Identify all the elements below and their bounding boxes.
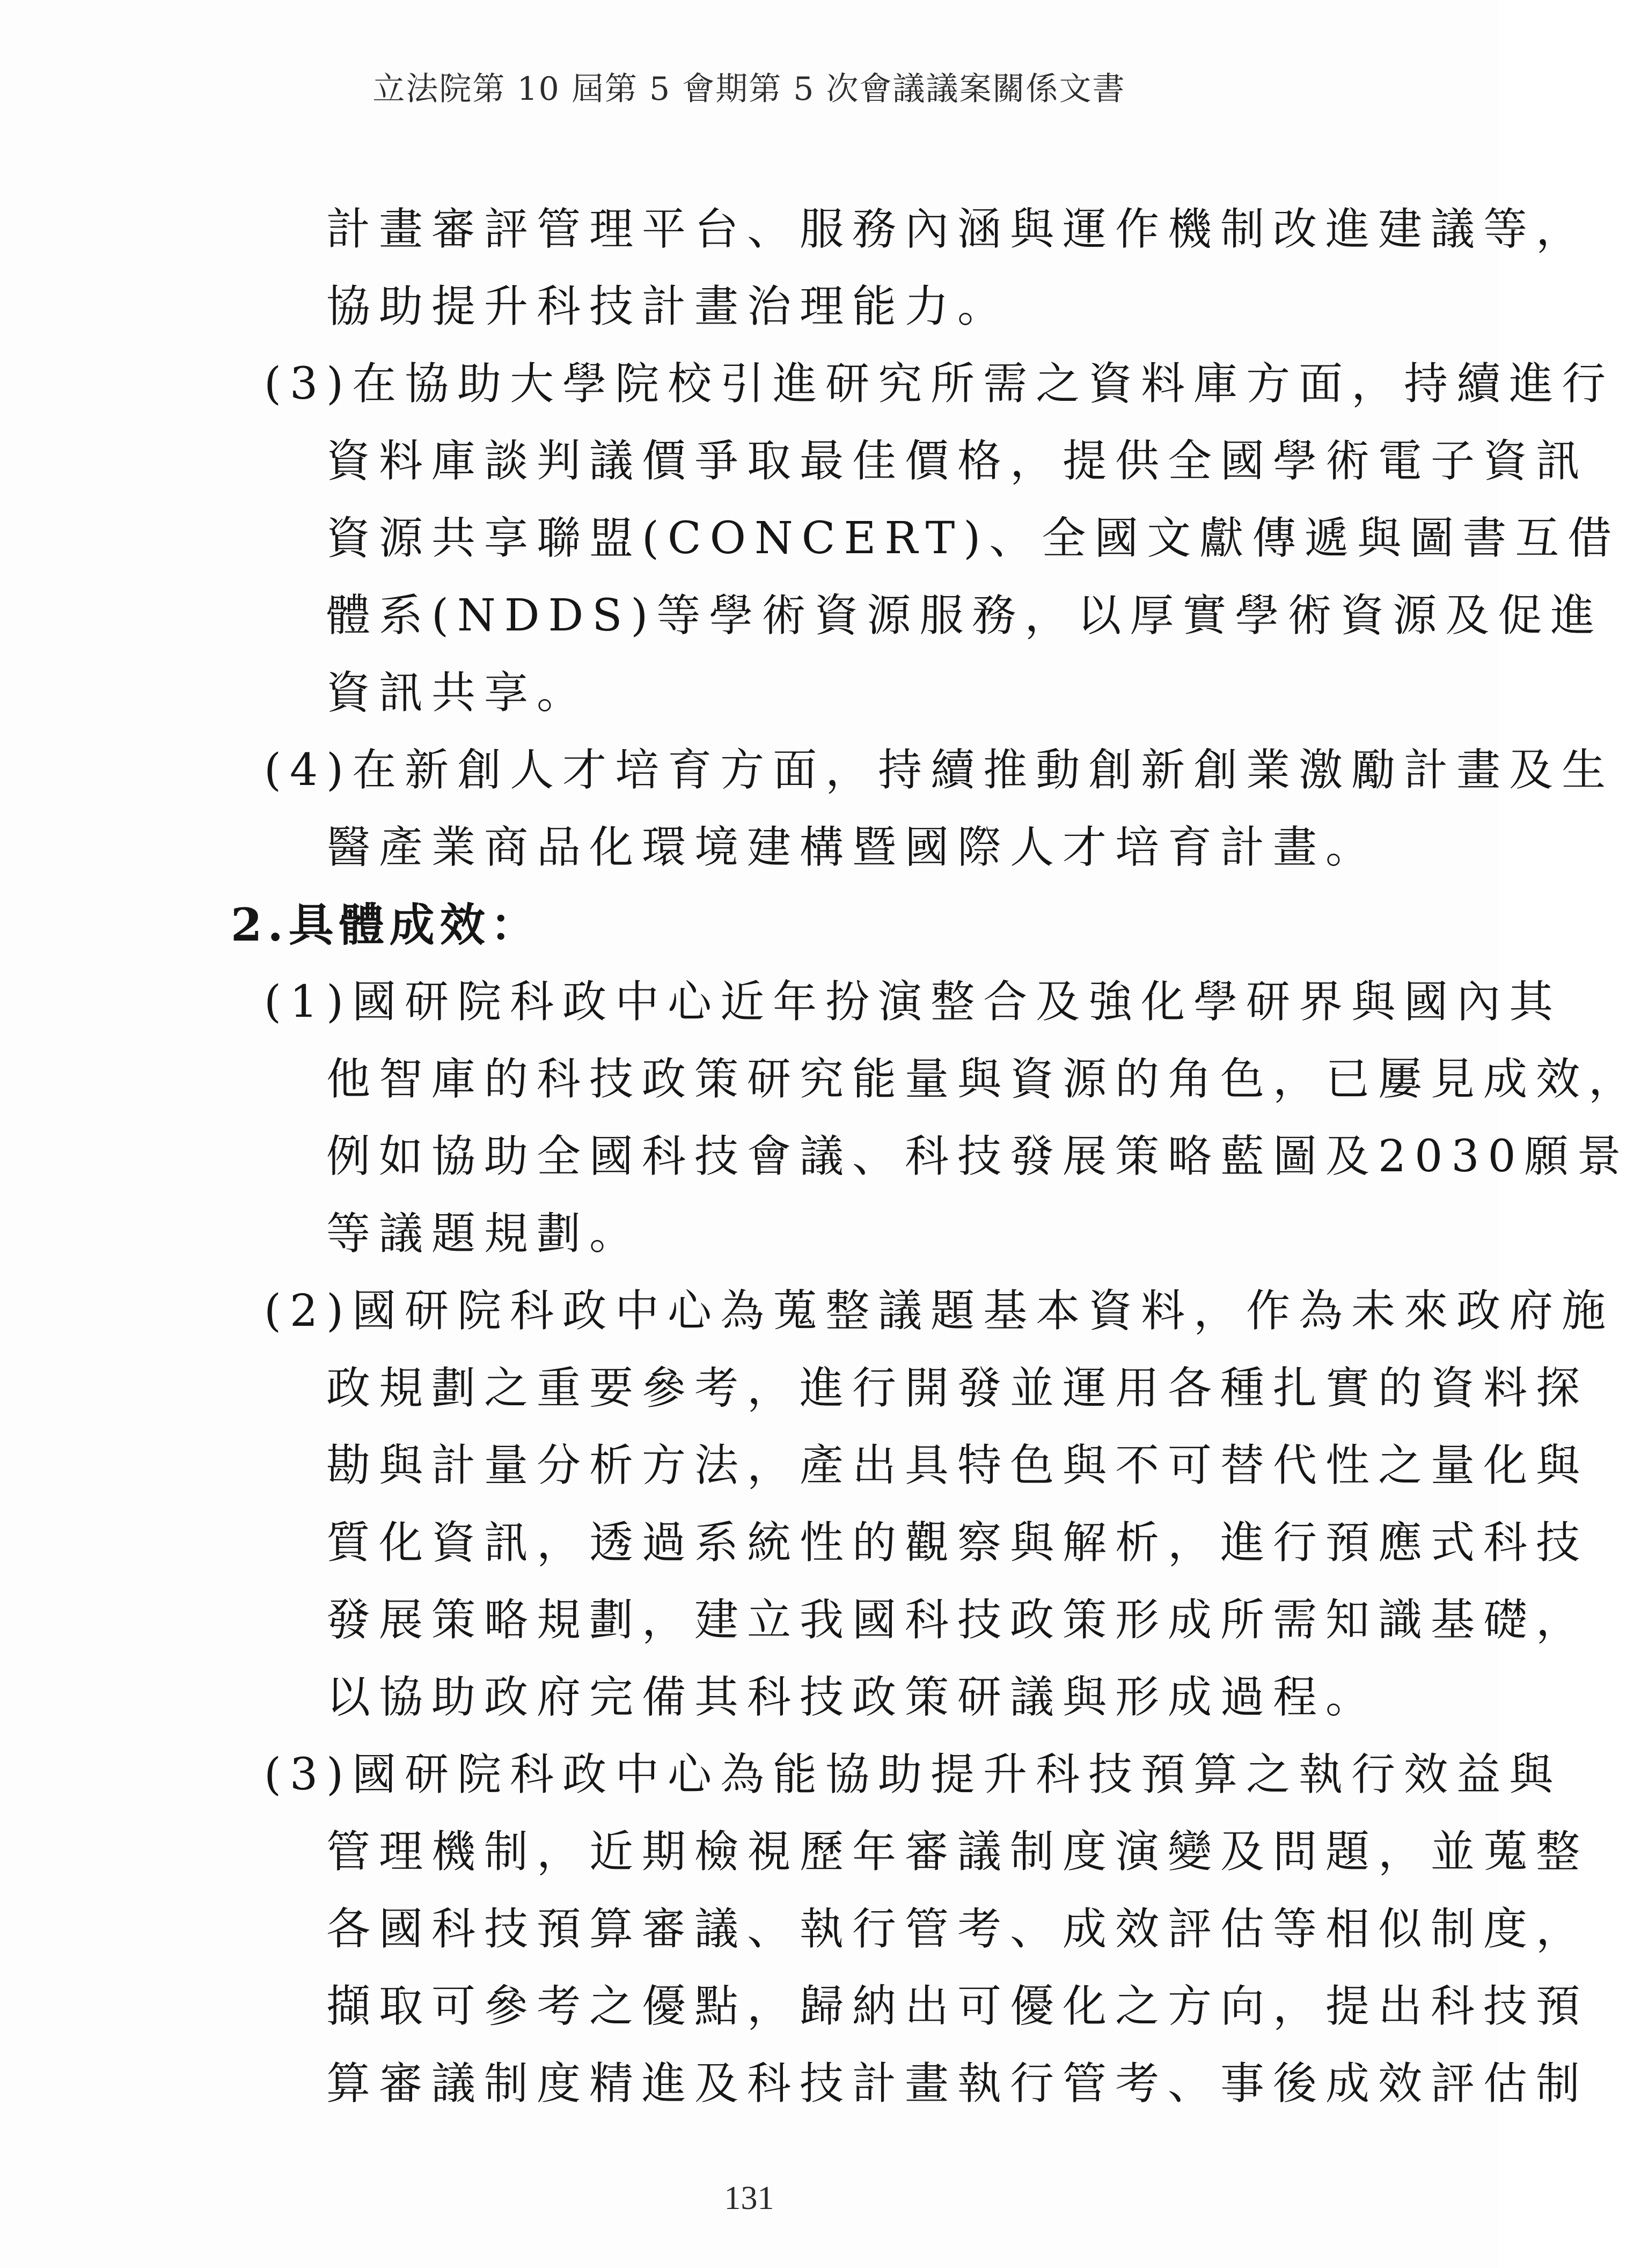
page-number: 131 xyxy=(724,2180,774,2216)
text-line: 各國科技預算審議、執行管考、成效評估等相似制度， xyxy=(326,1904,1589,1955)
text-line: 勘與計量分析方法，產出具特色與不可替代性之量化與 xyxy=(326,1440,1589,1491)
text-line: 擷取可參考之優點，歸納出可優化之方向，提出科技預 xyxy=(326,1981,1589,2032)
list-item-3b-first-line: (3)國研院科政中心為能協助提升科技預算之執行效益與 xyxy=(264,1749,1562,1800)
text-line: 醫產業商品化環境建構暨國際人才培育計畫。 xyxy=(326,822,1379,873)
text-line: 協助提升科技計畫治理能力。 xyxy=(326,281,1010,332)
text-line: 算審議制度精進及科技計畫執行管考、事後成效評估制 xyxy=(326,2058,1589,2109)
text-line: 資料庫談判議價爭取最佳價格，提供全國學術電子資訊 xyxy=(326,436,1589,487)
text-line: 資源共享聯盟(CONCERT)、全國文獻傳遞與圖書互借 xyxy=(326,513,1621,564)
list-item-4-first-line: (4)在新創人才培育方面，持續推動創新創業激勵計畫及生 xyxy=(264,745,1615,796)
text-line: 發展策略規劃，建立我國科技政策形成所需知識基礎， xyxy=(326,1595,1589,1646)
text-line: 政規劃之重要參考，進行開發並運用各種扎實的資料探 xyxy=(326,1363,1589,1414)
page-header: 立法院第 10 屆第 5 會期第 5 次會議議案關係文書 xyxy=(372,70,1126,108)
text-line: 他智庫的科技政策研究能量與資源的角色，已屢見成效， xyxy=(326,1054,1641,1105)
text-line: 體系(NDDS)等學術資源服務，以厚實學術資源及促進 xyxy=(326,590,1603,641)
text-line: 管理機制，近期檢視歷年審議制度演變及問題，並蒐整 xyxy=(326,1826,1589,1877)
text-line: 計畫審評管理平台、服務內涵與運作機制改進建議等， xyxy=(326,204,1589,255)
list-item-2-first-line: (2)國研院科政中心為蒐整議題基本資料，作為未來政府施 xyxy=(264,1286,1615,1337)
section-heading: 2.具體成效： xyxy=(231,898,541,951)
text-line: 以協助政府完備其科技政策研議與形成過程。 xyxy=(326,1672,1379,1723)
text-line: 例如協助全國科技會議、科技發展策略藍圖及2030願景 xyxy=(326,1131,1630,1182)
text-line: 資訊共享。 xyxy=(326,667,590,718)
text-line: 質化資訊，透過系統性的觀察與解析，進行預應式科技 xyxy=(326,1517,1589,1568)
text-line: 等議題規劃。 xyxy=(326,1208,642,1259)
list-item-3-first-line: (3)在協助大學院校引進研究所需之資料庫方面，持續進行 xyxy=(264,358,1615,409)
list-item-1-first-line: (1)國研院科政中心近年扮演整合及強化學研界與國內其 xyxy=(264,977,1562,1027)
